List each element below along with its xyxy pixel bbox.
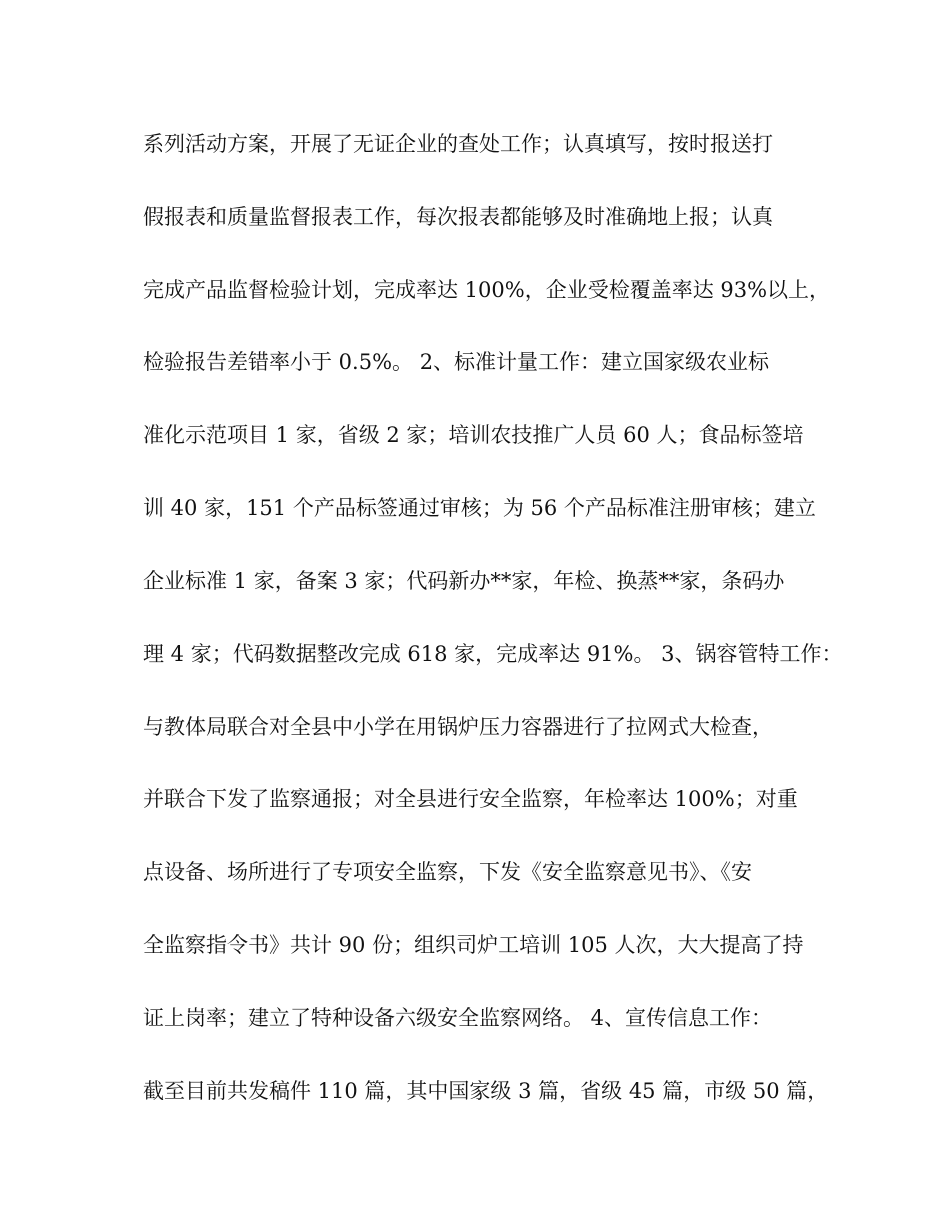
text-line: 点设备、场所进行了专项安全监察，下发《安全监察意见书》、《安 <box>143 860 752 884</box>
text-line: 系列活动方案，开展了无证企业的查处工作；认真填写，按时报送打 <box>143 132 773 156</box>
text-line: 准化示范项目 1 家，省级 2 家；培训农技推广人员 60 人；食品标签培 <box>143 423 804 447</box>
text-line: 全监察指令书》共计 90 份；组织司炉工培训 105 人次，大大提高了持 <box>143 933 804 957</box>
text-line: 理 4 家；代码数据整改完成 618 家，完成率达 91%。 3、锅容管特工作： <box>143 642 843 666</box>
text-line: 并联合下发了监察通报；对全县进行安全监察，年检率达 100%；对重 <box>143 787 798 811</box>
text-line: 完成产品监督检验计划，完成率达 100%，企业受检覆盖率达 93%以上， <box>143 278 831 302</box>
text-line: 训 40 家，151 个产品标签通过审核；为 56 个产品标准注册审核；建立 <box>143 496 816 520</box>
text-line: 假报表和质量监督报表工作，每次报表都能够及时准确地上报；认真 <box>143 205 773 229</box>
text-line: 证上岗率；建立了特种设备六级安全监察网络。 4、宣传信息工作： <box>143 1006 773 1030</box>
text-line: 企业标准 1 家，备案 3 家；代码新办**家，年检、换蒸**家，条码办 <box>143 569 785 593</box>
text-line: 截至目前共发稿件 110 篇，其中国家级 3 篇，省级 45 篇，市级 50 篇， <box>143 1079 829 1103</box>
text-line: 与教体局联合对全县中小学在用锅炉压力容器进行了拉网式大检查， <box>143 715 773 739</box>
text-line: 检验报告差错率小于 0.5%。 2、标准计量工作：建立国家级农业标 <box>143 350 770 374</box>
